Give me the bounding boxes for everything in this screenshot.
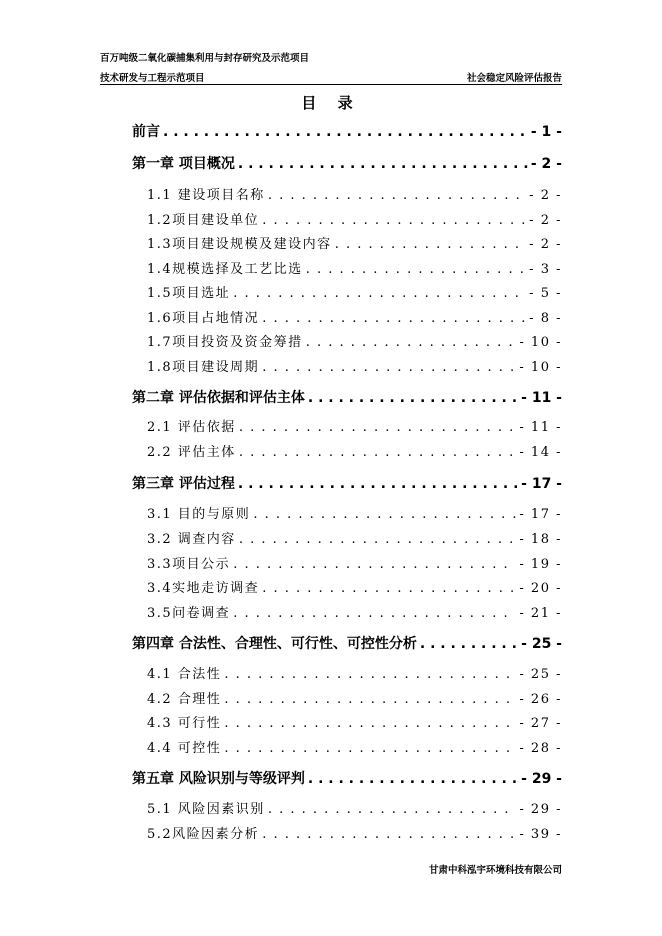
toc-chapter-entry[interactable] [0,633,662,655]
toc-chapter-entry[interactable] [0,121,662,143]
toc-entry-page: - 27 - [519,716,562,731]
toc-entry-label: 第四章 合法性、合理性、可行性、可控性分析 [132,636,417,652]
toc-dot-leader [306,262,526,277]
header-report-name: 社会稳定风险评估报告 [466,73,562,84]
toc-entry-page: - 19 - [519,557,562,572]
toc-entry-page: - 10 - [519,360,562,375]
toc-entry-page: - 29 - [521,771,562,787]
toc-section-entry[interactable] [0,307,662,329]
toc-dot-leader [239,445,517,460]
toc-entry-label: 3.4实地走访调查 [147,581,260,596]
toc-dot-leader [233,606,516,621]
toc-entry-page: - 17 - [519,507,562,522]
toc-entry-page: - 39 - [519,827,562,842]
header-subproject: 技术研发与工程示范项目 [100,73,205,84]
toc-dot-leader [262,311,526,326]
toc-entry-label: 第五章 风险识别与等级评判 [132,771,305,787]
toc-dot-leader [420,636,518,652]
toc-entry-label: 1.8项目建设周期 [147,360,260,375]
toc-dot-leader [224,692,516,707]
toc-dot-leader [262,581,516,596]
toc-dot-leader [335,237,526,252]
toc-entry-page: - 18 - [519,532,562,547]
toc-entry-label: 4.2 合理性 [147,692,222,707]
toc-entry-label: 第三章 评估过程 [132,476,235,492]
toc-entry-page: - 29 - [519,802,562,817]
toc-section-entry[interactable] [0,258,662,280]
toc-entry-label: 第二章 评估依据和评估主体 [132,390,305,406]
toc-entry-label: 3.2 调查内容 [147,532,236,547]
toc-section-entry[interactable] [0,282,662,304]
toc-entry-label: 第一章 项目概况 [132,156,235,172]
toc-entry-label: 3.5问卷调查 [147,606,231,621]
toc-dot-leader [224,667,516,682]
toc-section-entry[interactable] [0,712,662,734]
toc-section-entry[interactable] [0,233,662,255]
toc-entry-page: - 1 - [530,124,562,140]
toc-section-entry[interactable] [0,553,662,575]
toc-entry-page: - 2 - [529,213,562,228]
toc-dot-leader [308,390,518,406]
toc-entry-label: 3.1 目的与原则 [147,507,251,522]
toc-entry-page: - 8 - [529,311,562,326]
toc-entry-label: 1.5项目选址 [147,286,231,301]
toc-entry-page: - 11 - [521,390,562,406]
footer-company: 甘肃中科泓宇环境科技有限公司 [428,865,562,876]
toc-entry-page: - 2 - [529,188,562,203]
toc-entry-label: 前言 [132,124,160,140]
toc-entry-label: 1.4规模选择及工艺比选 [147,262,303,277]
toc-entry-page: - 26 - [519,692,562,707]
toc-dot-leader [239,420,517,435]
toc-entry-label: 1.2项目建设单位 [147,213,260,228]
toc-section-entry[interactable] [0,356,662,378]
toc-entry-page: - 10 - [519,335,562,350]
toc-dot-leader [268,188,526,203]
toc-entry-page: - 28 - [519,741,562,756]
toc-dot-leader [238,156,528,172]
toc-dot-leader [239,532,517,547]
toc-entry-page: - 25 - [519,667,562,682]
toc-dot-leader [253,507,516,522]
toc-entry-label: 1.7项目投资及资金筹措 [147,335,303,350]
toc-dot-leader [224,741,516,756]
toc-entry-page: - 17 - [521,476,562,492]
toc-dot-leader [262,360,516,375]
toc-section-entry[interactable] [0,663,662,685]
toc-section-entry[interactable] [0,441,662,463]
toc-entry-page: - 2 - [529,237,562,252]
header-rule [100,84,562,85]
toc-entry-page: - 25 - [521,636,562,652]
toc-entry-label: 4.3 可行性 [147,716,222,731]
toc-entry-label: 1.1 建设项目名称 [147,188,265,203]
toc-entry-page: - 20 - [519,581,562,596]
toc-entry-label: 1.3项目建设规模及建设内容 [147,237,332,252]
toc-entry-label: 1.6项目占地情况 [147,311,260,326]
toc-entry-label: 5.2风险因素分析 [147,827,260,842]
toc-entry-label: 5.1 风险因素识别 [147,802,265,817]
toc-entry-page: - 21 - [519,606,562,621]
toc-dot-leader [308,771,518,787]
toc-entry-page: - 5 - [529,286,562,301]
toc-section-entry[interactable] [0,823,662,845]
toc-entry-label: 4.1 合法性 [147,667,222,682]
toc-section-entry[interactable] [0,528,662,550]
toc-chapter-entry[interactable] [0,387,662,409]
toc-chapter-entry[interactable] [0,153,662,175]
toc-section-entry[interactable] [0,416,662,438]
toc-dot-leader [163,124,528,140]
toc-entry-label: 3.3项目公示 [147,557,231,572]
toc-dot-leader [306,335,517,350]
toc-dot-leader [262,827,516,842]
toc-section-entry[interactable] [0,184,662,206]
toc-entry-label: 2.2 评估主体 [147,445,236,460]
toc-entry-page: - 14 - [519,445,562,460]
toc-section-entry[interactable] [0,503,662,525]
toc-dot-leader [233,557,516,572]
toc-title: 目 录 [301,94,361,112]
toc-section-entry[interactable] [0,209,662,231]
header-project-title: 百万吨级二氧化碳捕集利用与封存研究及示范项目 [100,53,310,64]
toc-section-entry[interactable] [0,798,662,820]
toc-entry-page: - 11 - [519,420,562,435]
toc-dot-leader [224,716,516,731]
toc-entry-label: 4.4 可控性 [147,741,222,756]
toc-chapter-entry[interactable] [0,768,662,790]
toc-section-entry[interactable] [0,577,662,599]
toc-section-entry[interactable] [0,737,662,759]
toc-dot-leader [233,286,526,301]
toc-dot-leader [238,476,518,492]
toc-entry-label: 2.1 评估依据 [147,420,236,435]
toc-dot-leader [268,802,517,817]
toc-section-entry[interactable] [0,331,662,353]
toc-section-entry[interactable] [0,688,662,710]
toc-entry-page: - 3 - [529,262,562,277]
header-subtitle-row [100,70,562,84]
toc-section-entry[interactable] [0,602,662,624]
toc-chapter-entry[interactable] [0,473,662,495]
toc-entry-page: - 2 - [530,156,562,172]
toc-dot-leader [262,213,526,228]
